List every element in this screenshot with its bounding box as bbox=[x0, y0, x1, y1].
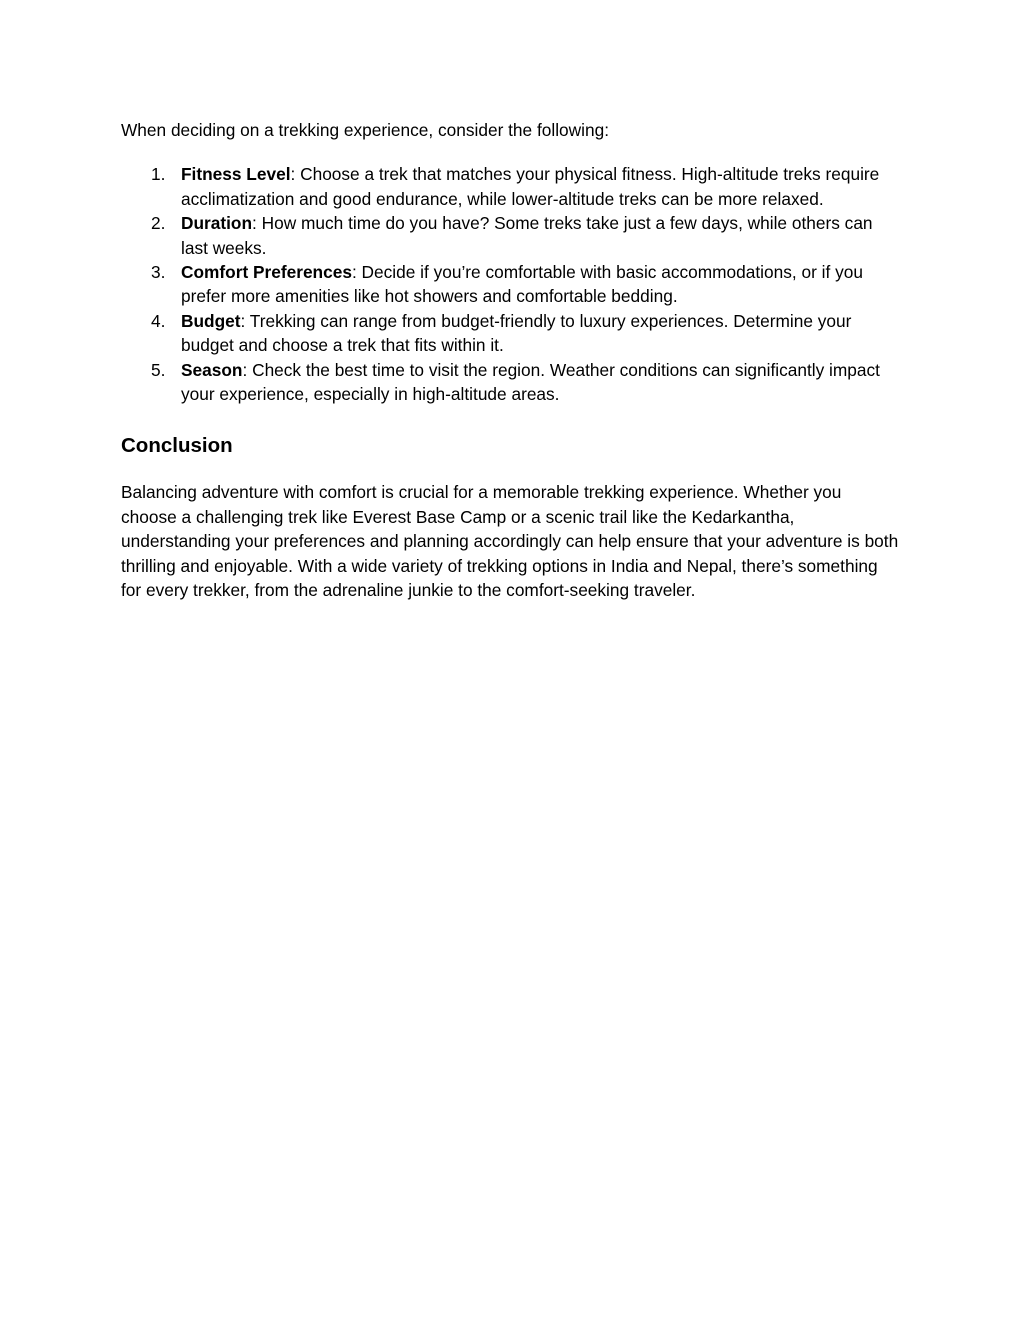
list-item-number: 4. bbox=[151, 310, 166, 331]
document-page bbox=[121, 118, 901, 603]
list-item-term: Comfort Preferences bbox=[181, 262, 352, 283]
list-item-text: : Decide if you’re comfortable with basic accommodations, or if you prefer more amenities like hot showers and comfortable bedding. bbox=[181, 262, 863, 307]
conclusion-heading: Conclusion bbox=[121, 434, 233, 458]
list-item-text: : Check the best time to visit the region. Weather conditions can significantly impact your experience, especially in high-altitude areas. bbox=[181, 359, 880, 405]
conclusion-paragraph: Balancing adventure with comfort is crucial for a memorable trekking experience. Whether you choose a challenging trek like Everest Base Camp or a scenic trail like the Kedarkantha, understanding your preferences and planning accordingly can help ensure that your adventure is both thrilling and enjoyable. With a wide variety of trekking options in India and Nepal, there’s something for every trekker, from the adrenaline junkie to the comfort-seeking traveler. bbox=[121, 482, 899, 601]
list-item bbox=[121, 309, 901, 358]
list-item-term: Duration bbox=[181, 213, 253, 234]
criteria-list bbox=[121, 162, 901, 406]
list-item-term: Fitness Level bbox=[181, 164, 291, 185]
list-item bbox=[121, 211, 901, 260]
list-item-number: 2. bbox=[151, 213, 166, 234]
list-item bbox=[121, 260, 901, 309]
list-item-term: Season bbox=[181, 359, 243, 380]
list-item bbox=[121, 358, 901, 407]
list-item-number: 3. bbox=[151, 262, 166, 283]
list-item-term: Budget bbox=[181, 310, 241, 331]
intro-paragraph: When deciding on a trekking experience, consider the following: bbox=[121, 120, 610, 140]
list-item bbox=[121, 162, 901, 211]
list-item-number: 1. bbox=[151, 164, 166, 185]
list-item-text: : Trekking can range from budget-friendly to luxury experiences. Determine your budget and choose a trek that fits within it. bbox=[181, 310, 852, 356]
list-item-text: : How much time do you have? Some treks take just a few days, while others can last weeks. bbox=[181, 213, 873, 258]
list-item-text: : Choose a trek that matches your physical fitness. High-altitude treks require acclimatization and good endurance, while lower-altitude treks can be more relaxed. bbox=[181, 164, 880, 209]
list-item-number: 5. bbox=[151, 359, 166, 380]
